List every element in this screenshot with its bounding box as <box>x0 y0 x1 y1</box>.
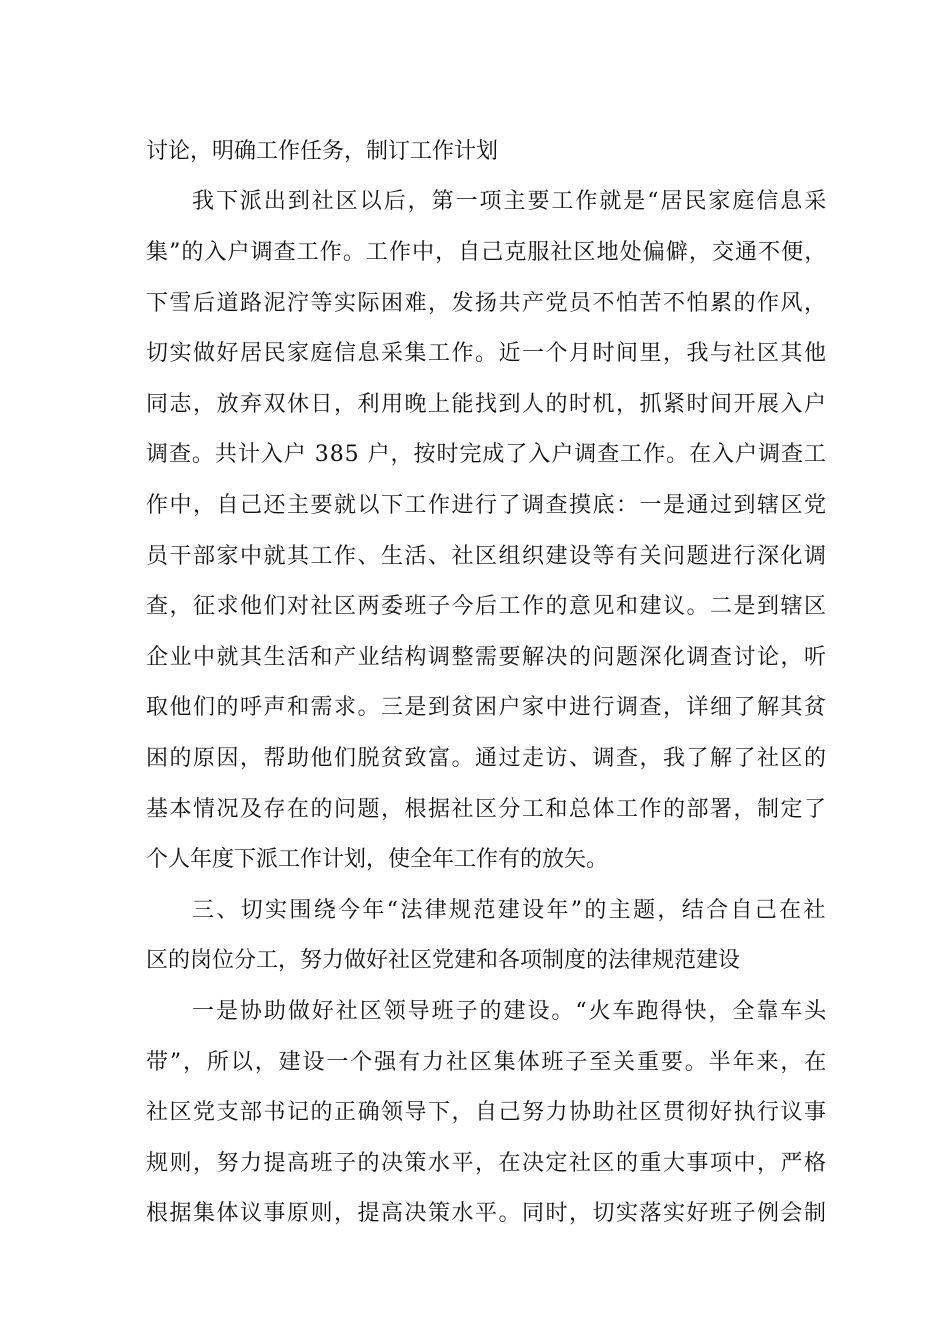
text-line: 查，征求他们对社区两委班子今后工作的意见和建议。二是到辖区 <box>146 594 828 619</box>
text-line: 同志，放弃双休日，利用晚上能找到人的时机，抓紧时间开展入户 <box>146 392 828 417</box>
text-line: 困的原因，帮助他们脱贫致富。通过走访、调查，我了解了社区的 <box>146 746 828 771</box>
text-line: 企业中就其生活和产业结构调整需要解决的问题深化调查讨论，听 <box>146 645 828 670</box>
text-line: 取他们的呼声和需求。三是到贫困户家中进行调查，详细了解其贫 <box>146 695 828 720</box>
text-line: 基本情况及存在的问题，根据社区分工和总体工作的部署，制定了 <box>146 797 828 822</box>
section-heading-line: 三、切实围绕今年“法律规范建设年”的主题，结合自己在社 <box>192 898 828 923</box>
text-line: 员干部家中就其工作、生活、社区组织建设等有关问题进行深化调 <box>146 544 828 569</box>
text-line: 调查。共计入户 385 户，按时完成了入户调查工作。在入户调查工 <box>146 442 827 467</box>
text-line: 作中，自己还主要就以下工作进行了调查摸底：一是通过到辖区党 <box>146 493 828 518</box>
text-line: 根据集体议事原则，提高决策水平。同时，切实落实好班子例会制 <box>146 1201 828 1226</box>
text-line: 下雪后道路泥泞等实际困难，发扬共产党员不怕苦不怕累的作风， <box>146 291 828 316</box>
paragraph-first-line: 我下派出到社区以后，第一项主要工作就是“居民家庭信息采 <box>192 189 829 214</box>
text-line: 集”的入户调查工作。工作中，自己克服社区地处偏僻，交通不便， <box>146 240 828 265</box>
paragraph-first-line: 一是协助做好社区领导班子的建设。“火车跑得快，全靠车头 <box>192 999 829 1024</box>
text-line: 带”，所以，建设一个强有力社区集体班子至关重要。半年来，在 <box>146 1050 829 1075</box>
text-line: 社区党支部书记的正确领导下，自己努力协助社区贯彻好执行议事 <box>146 1100 828 1125</box>
text-line: 讨论，明确工作任务，制订工作计划 <box>146 139 499 164</box>
text-line: 切实做好居民家庭信息采集工作。近一个月时间里，我与社区其他 <box>146 341 828 366</box>
section-heading-line: 区的岗位分工，努力做好社区党建和各项制度的法律规范建设 <box>146 948 741 973</box>
text-line: 规则，努力提高班子的决策水平，在决定社区的重大事项中，严格 <box>146 1151 828 1176</box>
text-line: 个人年度下派工作计划，使全年工作有的放矢。 <box>146 847 609 872</box>
